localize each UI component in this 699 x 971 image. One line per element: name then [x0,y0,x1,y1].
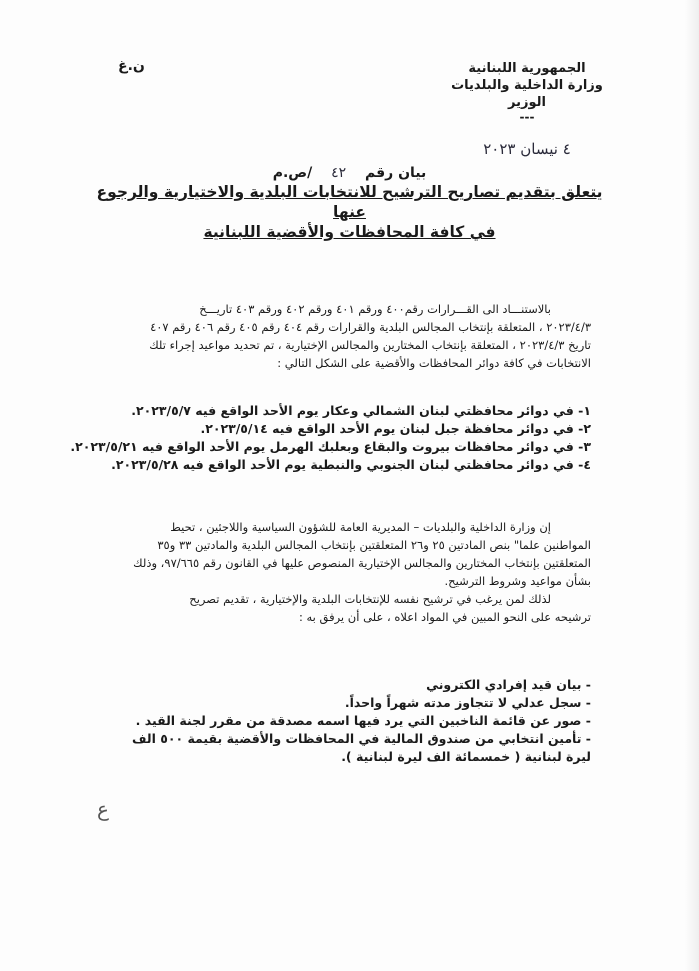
statement-number: ٤٢ [331,165,347,181]
intro-line: ٢٠٢٣/٤/٣ ، المتعلقة بإنتخاب المجالس البلدية والقرارات رقم ٤٠٤ رقم ٤٠٥ رقم ٤٠٦ رقم ٤٠٧ [150,320,591,334]
statement-label: بيان رقم [365,165,427,181]
intro-line: بالاستنـــاد الى القـــرارات رقم٤٠٠ ورقم ٤٠١ ورقم ٤٠٢ ورقم ٤٠٣ تاريـــخ [199,302,551,316]
requirements-list [120,676,591,766]
ministry-name: وزارة الداخلية والبلديات [451,78,603,93]
intro-paragraph [118,300,591,372]
notice-line: المواطنين علما" بنص المادتين ٢٥ و٢٦ المتعلقتين بإنتخاب المجالس البلدية والمادتين ٣٣ و٣٥ [157,538,591,552]
schedule-item: ٢- في دوائر محافظة جبل لبنان يوم الأحد الواقع فيه ٢٠٢٣/٥/١٤. [200,421,591,436]
notice-line: لذلك لمن يرغب في ترشيح نفسه للإنتخابات البلدية والإختيارية ، تقديم تصريح [189,592,551,606]
intro-line: تاريخ ٢٠٢٣/٤/٣ ، المتعلقة بإنتخاب المختارين والمجالس الإختيارية ، تم تحديد مواعيد إجراء تلك [149,338,591,352]
reference-initials: ن.غ [118,58,145,74]
election-schedule-list [70,402,591,474]
handwritten-signature: ع [97,797,109,821]
notice-line: بشأن مواعيد وشروط الترشيح. [444,574,591,588]
republic-name: الجمهورية اللبنانية [468,61,586,76]
letterhead [427,60,627,123]
notice-line: ترشيحه على النحو المبين في المواد اعلاه ، على أن يرفق به : [298,610,591,624]
title-subject: يتعلق بتقديم تصاريح الترشيح للانتخابات البلدية والاختيارية والرجوع عنها [96,183,603,221]
header-separator: --- [519,110,535,124]
schedule-item: ٣- في دوائر محافظات بيروت والبقاع وبعلبك الهرمل يوم الأحد الواقع فيه ٢٠٢٣/٥/٢١. [70,439,591,454]
intro-line: الانتخابات في كافة دوائر المحافظات والأقضية على الشكل التالي : [277,356,591,370]
document-date: ٤ نيسان ٢٠٢٣ [483,140,571,158]
notice-paragraph [118,518,591,626]
requirement-item: - صور عن قائمة الناخبين التي يرد فيها اسمه مصدقة من مقرر لجنة القيد . [135,713,591,728]
requirement-item: - تأمين انتخابي من صندوق المالية في المحافظات والأقضية بقيمة ٥٠٠ الف ليرة لبنانية ( خمسمائة الف ليرة لبنانية ). [132,731,591,764]
notice-line: المتعلقتين بإنتخاب المختارين والمجالس الإختيارية المنصوص عليها في القانون رقم ٩٧/٦٦٥، وذلك [133,556,591,570]
schedule-item: ٤- في دوائر محافظتي لبنان الجنوبي والنبطية يوم الأحد الواقع فيه ٢٠٢٣/٥/٢٨. [111,457,591,472]
page-edge-shadow [685,0,699,971]
notice-line: إن وزارة الداخلية والبلديات – المديرية العامة للشؤون السياسية واللاجئين ، تحيط [170,520,551,534]
statement-suffix: /ص.م [272,165,313,181]
document-title [90,164,609,242]
statement-number-line [90,164,609,182]
title-scope: في كافة المحافظات والأقضية اللبنانية [203,223,496,241]
minister-title: الوزير [508,95,546,110]
requirement-item: - سجل عدلي لا تتجاوز مدته شهراً واحداً. [344,695,591,710]
schedule-item: ١- في دوائر محافظتي لبنان الشمالي وعكار يوم الأحد الواقع فيه ٢٠٢٣/٥/٧. [131,403,591,418]
requirement-item: - بيان قيد إفرادي الكتروني [426,677,591,692]
